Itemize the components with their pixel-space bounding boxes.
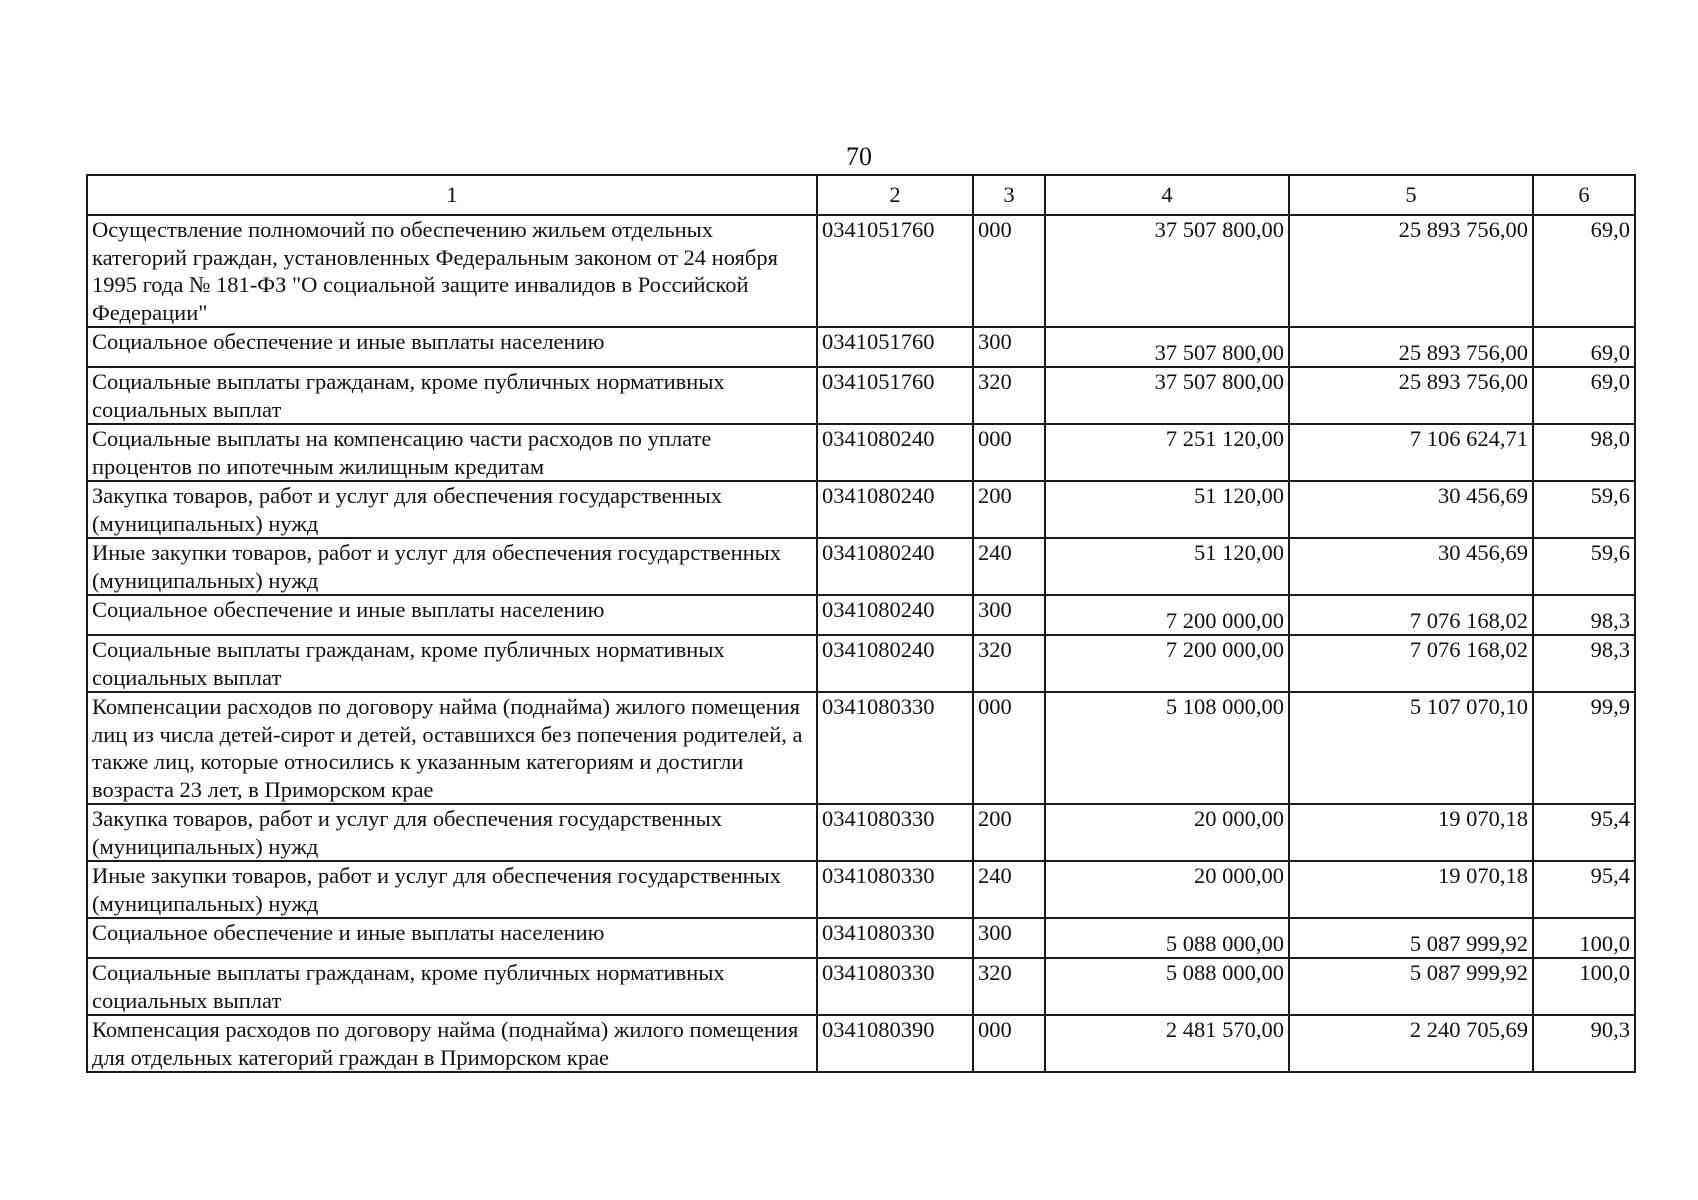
row-name: Компенсация расходов по договору найма (поднайма) жилого помещения для отдельных категорий граждан в Приморском крае bbox=[87, 1015, 817, 1072]
row-name: Иные закупки товаров, работ и услуг для обеспечения государственных (муниципальных) нужд bbox=[87, 861, 817, 918]
row-executed: 7 106 624,71 bbox=[1289, 424, 1533, 481]
row-name: Социальное обеспечение и иные выплаты населению bbox=[87, 918, 817, 958]
column-header-2: 2 bbox=[817, 175, 973, 215]
row-executed: 5 087 999,92 bbox=[1289, 918, 1533, 958]
row-name: Социальное обеспечение и иные выплаты населению bbox=[87, 595, 817, 635]
row-code: 0341080240 bbox=[817, 481, 973, 538]
row-executed: 19 070,18 bbox=[1289, 861, 1533, 918]
column-header-5: 5 bbox=[1289, 175, 1533, 215]
column-header-1: 1 bbox=[87, 175, 817, 215]
row-planned: 20 000,00 bbox=[1045, 804, 1289, 861]
table-row bbox=[87, 595, 1635, 635]
row-percent: 100,0 bbox=[1533, 918, 1635, 958]
row-name: Социальное обеспечение и иные выплаты населению bbox=[87, 327, 817, 367]
row-code: 0341080330 bbox=[817, 861, 973, 918]
row-code: 0341080240 bbox=[817, 424, 973, 481]
row-type: 000 bbox=[973, 692, 1045, 804]
row-name: Осуществление полномочий по обеспечению жильем отдельных категорий граждан, установленных Федеральным законом от 24 ноября 1995 года № 181-ФЗ "О социальной защите инвалидов в Российской Федерации" bbox=[87, 215, 817, 327]
row-type: 000 bbox=[973, 1015, 1045, 1072]
row-percent: 99,9 bbox=[1533, 692, 1635, 804]
row-executed: 7 076 168,02 bbox=[1289, 635, 1533, 692]
row-executed: 7 076 168,02 bbox=[1289, 595, 1533, 635]
row-type: 320 bbox=[973, 367, 1045, 424]
row-planned: 51 120,00 bbox=[1045, 538, 1289, 595]
row-percent: 69,0 bbox=[1533, 367, 1635, 424]
row-type: 000 bbox=[973, 215, 1045, 327]
table-row bbox=[87, 1015, 1635, 1072]
row-code: 0341080330 bbox=[817, 804, 973, 861]
row-executed: 19 070,18 bbox=[1289, 804, 1533, 861]
row-type: 320 bbox=[973, 635, 1045, 692]
row-planned: 37 507 800,00 bbox=[1045, 215, 1289, 327]
row-planned: 5 088 000,00 bbox=[1045, 958, 1289, 1015]
column-header-6: 6 bbox=[1533, 175, 1635, 215]
row-name: Иные закупки товаров, работ и услуг для обеспечения государственных (муниципальных) нужд bbox=[87, 538, 817, 595]
row-code: 0341080330 bbox=[817, 692, 973, 804]
row-executed: 5 087 999,92 bbox=[1289, 958, 1533, 1015]
table-row bbox=[87, 481, 1635, 538]
row-code: 0341080330 bbox=[817, 958, 973, 1015]
row-type: 300 bbox=[973, 327, 1045, 367]
row-executed: 25 893 756,00 bbox=[1289, 215, 1533, 327]
row-type: 240 bbox=[973, 861, 1045, 918]
row-code: 0341051760 bbox=[817, 367, 973, 424]
row-percent: 95,4 bbox=[1533, 804, 1635, 861]
row-planned: 37 507 800,00 bbox=[1045, 367, 1289, 424]
row-code: 0341080240 bbox=[817, 538, 973, 595]
row-percent: 95,4 bbox=[1533, 861, 1635, 918]
table-row bbox=[87, 367, 1635, 424]
row-type: 300 bbox=[973, 918, 1045, 958]
table-row bbox=[87, 424, 1635, 481]
column-header-4: 4 bbox=[1045, 175, 1289, 215]
header-row bbox=[87, 175, 1635, 215]
row-executed: 30 456,69 bbox=[1289, 538, 1533, 595]
row-planned: 7 200 000,00 bbox=[1045, 635, 1289, 692]
row-planned: 7 251 120,00 bbox=[1045, 424, 1289, 481]
row-planned: 2 481 570,00 bbox=[1045, 1015, 1289, 1072]
row-executed: 2 240 705,69 bbox=[1289, 1015, 1533, 1072]
row-type: 200 bbox=[973, 804, 1045, 861]
row-percent: 69,0 bbox=[1533, 327, 1635, 367]
row-name: Компенсации расходов по договору найма (поднайма) жилого помещения лиц из числа детей-сирот и детей, оставшихся без попечения родителей, а также лиц, которые относились к указанным категориям и достигли возраста 23 лет, в Приморском крае bbox=[87, 692, 817, 804]
table-row bbox=[87, 861, 1635, 918]
row-code: 0341080330 bbox=[817, 918, 973, 958]
row-planned: 5 088 000,00 bbox=[1045, 918, 1289, 958]
row-planned: 37 507 800,00 bbox=[1045, 327, 1289, 367]
row-name: Социальные выплаты гражданам, кроме публичных нормативных социальных выплат bbox=[87, 635, 817, 692]
row-percent: 59,6 bbox=[1533, 538, 1635, 595]
row-name: Социальные выплаты на компенсацию части расходов по уплате процентов по ипотечным жилищным кредитам bbox=[87, 424, 817, 481]
row-percent: 100,0 bbox=[1533, 958, 1635, 1015]
table-row bbox=[87, 692, 1635, 804]
row-type: 300 bbox=[973, 595, 1045, 635]
row-code: 0341080390 bbox=[817, 1015, 973, 1072]
table-row bbox=[87, 958, 1635, 1015]
row-name: Социальные выплаты гражданам, кроме публичных нормативных социальных выплат bbox=[87, 958, 817, 1015]
row-planned: 20 000,00 bbox=[1045, 861, 1289, 918]
row-percent: 59,6 bbox=[1533, 481, 1635, 538]
row-code: 0341080240 bbox=[817, 635, 973, 692]
row-type: 240 bbox=[973, 538, 1045, 595]
page-number: 70 bbox=[846, 142, 872, 171]
row-planned: 51 120,00 bbox=[1045, 481, 1289, 538]
row-planned: 7 200 000,00 bbox=[1045, 595, 1289, 635]
row-code: 0341080240 bbox=[817, 595, 973, 635]
row-type: 000 bbox=[973, 424, 1045, 481]
budget-table bbox=[86, 174, 1636, 1073]
row-code: 0341051760 bbox=[817, 215, 973, 327]
table-row bbox=[87, 635, 1635, 692]
row-name: Социальные выплаты гражданам, кроме публичных нормативных социальных выплат bbox=[87, 367, 817, 424]
row-name: Закупка товаров, работ и услуг для обеспечения государственных (муниципальных) нужд bbox=[87, 804, 817, 861]
row-name: Закупка товаров, работ и услуг для обеспечения государственных (муниципальных) нужд bbox=[87, 481, 817, 538]
table-row bbox=[87, 918, 1635, 958]
column-header-3: 3 bbox=[973, 175, 1045, 215]
table-row bbox=[87, 215, 1635, 327]
row-executed: 5 107 070,10 bbox=[1289, 692, 1533, 804]
table-row bbox=[87, 804, 1635, 861]
row-type: 200 bbox=[973, 481, 1045, 538]
row-percent: 69,0 bbox=[1533, 215, 1635, 327]
table-row bbox=[87, 538, 1635, 595]
row-type: 320 bbox=[973, 958, 1045, 1015]
row-percent: 90,3 bbox=[1533, 1015, 1635, 1072]
row-percent: 98,3 bbox=[1533, 595, 1635, 635]
row-code: 0341051760 bbox=[817, 327, 973, 367]
row-planned: 5 108 000,00 bbox=[1045, 692, 1289, 804]
row-percent: 98,0 bbox=[1533, 424, 1635, 481]
table-row bbox=[87, 327, 1635, 367]
row-executed: 30 456,69 bbox=[1289, 481, 1533, 538]
row-percent: 98,3 bbox=[1533, 635, 1635, 692]
row-executed: 25 893 756,00 bbox=[1289, 327, 1533, 367]
row-executed: 25 893 756,00 bbox=[1289, 367, 1533, 424]
